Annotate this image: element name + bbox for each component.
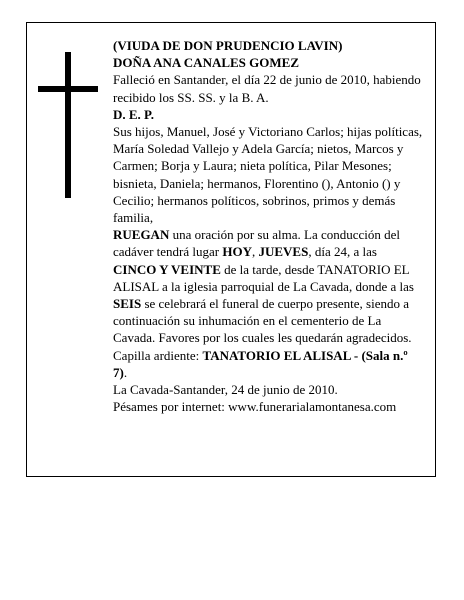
chapel-label: Capilla ardiente: <box>113 347 203 363</box>
chapel-place: TANATORIO EL ALISAL - (Sala n.º 7) <box>113 347 408 380</box>
funeral-text-4: se celebrará el funeral de cuerpo presente, siendo a continuación su inhumación en el cementerio de La Cavada. Favores por los cuales les quedarán agradecidos. <box>113 296 412 346</box>
rip-line: D. E. P. <box>113 106 155 122</box>
cross-horizontal-bar <box>38 86 98 92</box>
chapel-end: . <box>123 364 128 380</box>
funeral-paragraph <box>113 226 423 346</box>
obituary-text <box>113 37 423 415</box>
deceased-name: DOÑA ANA CANALES GOMEZ <box>113 55 299 71</box>
chapel-line <box>113 347 423 381</box>
funeral-text-3: de la tarde, desde TANATORIO EL ALISAL a la iglesia parroquial de La Cavada, donde a las <box>113 261 414 294</box>
hoy-word: HOY <box>222 244 252 260</box>
ruegan-word: RUEGAN <box>113 227 170 243</box>
place-date: La Cavada-Santander, 24 de junio de 2010. <box>113 382 338 398</box>
funeral-text-1: una oración por su alma. La conducción del cadáver tendrá lugar <box>113 227 401 260</box>
seis-word: SEIS <box>113 296 142 312</box>
funeral-hour: CINCO Y VEINTE <box>113 261 221 277</box>
death-text: Falleció en Santander, el día 22 de junio de 2010, habiendo recibido los SS. SS. y la B. A. <box>113 72 421 105</box>
widow-line: (VIUDA DE DON PRUDENCIO LAVIN) <box>113 38 343 53</box>
cross-vertical-bar <box>65 52 71 198</box>
funeral-text-2: , día 24, a las <box>308 244 377 260</box>
jueves-word: JUEVES <box>258 244 309 260</box>
cross-icon <box>38 52 98 198</box>
funeral-separator: , <box>251 244 259 260</box>
family-text: Sus hijos, Manuel, José y Victoriano Carlos; hijas políticas, María Soledad Vallejo y Adela García; nietos, Marcos y Carmen; Borja y Laura; nieta política, Pilar Mesones; bisnieta, Daniela; hermanos, Florentino (), Antonio () y Cecilio; hermanos políticos, sobrinos, primos y demás familia, <box>113 124 423 226</box>
condolences-web: Pésames por internet: www.funerarialamontanesa.com <box>113 399 397 415</box>
